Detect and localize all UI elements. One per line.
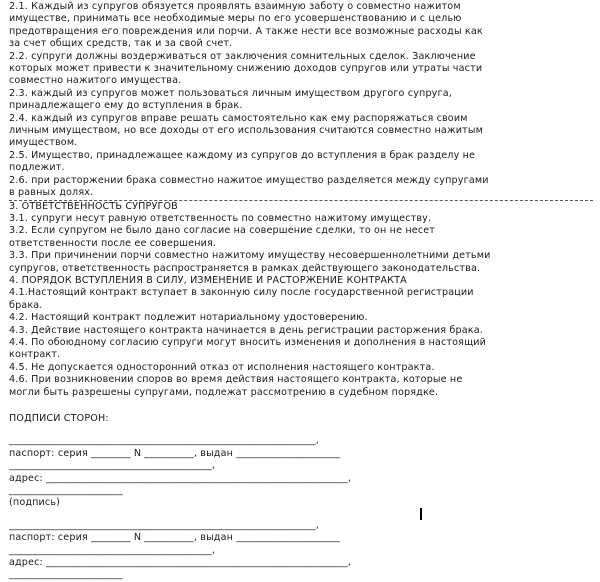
contract-line: 2.6. при расторжении брака совместно нажитое имущество разделяется между супругами <box>9 174 489 186</box>
contract-line: могли быть разрешены супругами, подлежат рассмотрению в судебном порядке. <box>9 386 439 398</box>
address-line-party2-cont[interactable]: _______________________ <box>9 569 123 581</box>
contract-line: ответственности после ее совершения. <box>9 237 217 249</box>
contract-line: в равных долях. <box>9 187 593 200</box>
contract-line: 3.2. Если супругом не было дано согласие на совершение сделки, то он не несет <box>9 225 436 237</box>
contract-line: подлежит. <box>9 162 65 174</box>
text-cursor <box>420 508 422 520</box>
contract-line: 3. ОТВЕТСТВЕННОСТЬ СУПРУГОВ <box>9 200 178 212</box>
contract-line: 4.5. Не допускается односторонний отказ от исполнения настоящего контракта. <box>9 361 435 373</box>
contract-document <box>9 1 593 582</box>
contract-line: контракт. <box>9 349 61 361</box>
passport-line-party1[interactable]: паспорт: серия ________ N __________, выдан _____________________ <box>9 447 341 459</box>
passport-line-party2[interactable]: паспорт: серия ________ N __________, выдан _____________________ <box>9 532 341 544</box>
contract-line: принадлежащего ему до вступления в брак. <box>9 100 243 112</box>
contract-line: 4.6. При возникновении споров во время действия настоящего контракта, которые не <box>9 374 463 386</box>
contract-line: которых может привести к значительному снижению доходов супругов или утраты части <box>9 63 483 75</box>
contract-body <box>9 1 593 399</box>
signature-caption: (подпись) <box>9 497 61 509</box>
contract-line: супругов, ответственность распространяется в рамках действующего законодательства. <box>9 262 481 274</box>
contract-line: имуществе, принимать все необходимые меры по его усовершенствованию и с целью <box>9 13 462 25</box>
contract-line: 2.2. супруги должны воздерживаться от заключения сомнительных сделок. Заключение <box>9 50 476 62</box>
signature-line-party1[interactable]: ______________________________________________________________, <box>9 435 319 447</box>
signature-line-party2[interactable]: ______________________________________________________________, <box>9 519 319 531</box>
address-line-party1-cont[interactable]: _______________________ <box>9 485 123 497</box>
contract-line: брака. <box>9 299 43 311</box>
passport-line-party2-cont[interactable]: _________________________________________, <box>9 544 216 556</box>
contract-line: 2.4. каждый из супругов вправе решать самостоятельно как ему распоряжаться своим <box>9 112 468 124</box>
address-line-party2[interactable]: адрес: _____________________________________________________________, <box>9 557 352 569</box>
contract-line: 3.3. При причинении порчи совместно нажитому имуществу несовершеннолетними детьми <box>9 250 491 262</box>
contract-line: 4. ПОРЯДОК ВСТУПЛЕНИЯ В СИЛУ, ИЗМЕНЕНИЕ И РАСТОРЖЕНИЕ КОНТРАКТА <box>9 274 407 286</box>
contract-line: совместно нажитого имущества. <box>9 75 182 87</box>
signatures-heading: ПОДПИСИ СТОРОН: <box>9 413 109 424</box>
contract-line: за счет общих средств, так и за свой счет. <box>9 38 233 50</box>
contract-line: 2.3. каждый из супругов может пользоваться личным имуществом другого супруга, <box>9 87 452 99</box>
contract-line: предотвращения его повреждения или порчи. А также нести все возможные расходы как <box>9 25 483 37</box>
contract-line: 4.2. Настоящий контракт подлежит нотариальному удостоверению. <box>9 312 368 324</box>
contract-line: 3.1. супруги несут равную ответственность по совместно нажитому имуществу. <box>9 212 432 224</box>
contract-line: 4.1.Настоящий контракт вступает в законную силу после государственной регистрации <box>9 287 474 299</box>
contract-line: 2.5. Имущество, принадлежащее каждому из супругов до вступления в брак разделу не <box>9 149 476 161</box>
contract-line: 2.1. Каждый из супругов обязуется проявлять взаимную заботу о совместно нажитом <box>9 1 461 12</box>
address-line-party1[interactable]: адрес: _____________________________________________________________, <box>9 472 352 484</box>
contract-line: имуществом. <box>9 137 78 149</box>
contract-line: личным имуществом, но все доходы от его использования считаются совместно нажитым <box>9 125 483 137</box>
passport-line-party1-cont[interactable]: _________________________________________, <box>9 460 216 472</box>
contract-line: 4.4. По обоюдному согласию супруги могут вносить изменения и дополнения в настоящий <box>9 336 487 348</box>
contract-line: 4.3. Действие настоящего контракта начинается в день регистрации расторжения брака. <box>9 324 483 336</box>
